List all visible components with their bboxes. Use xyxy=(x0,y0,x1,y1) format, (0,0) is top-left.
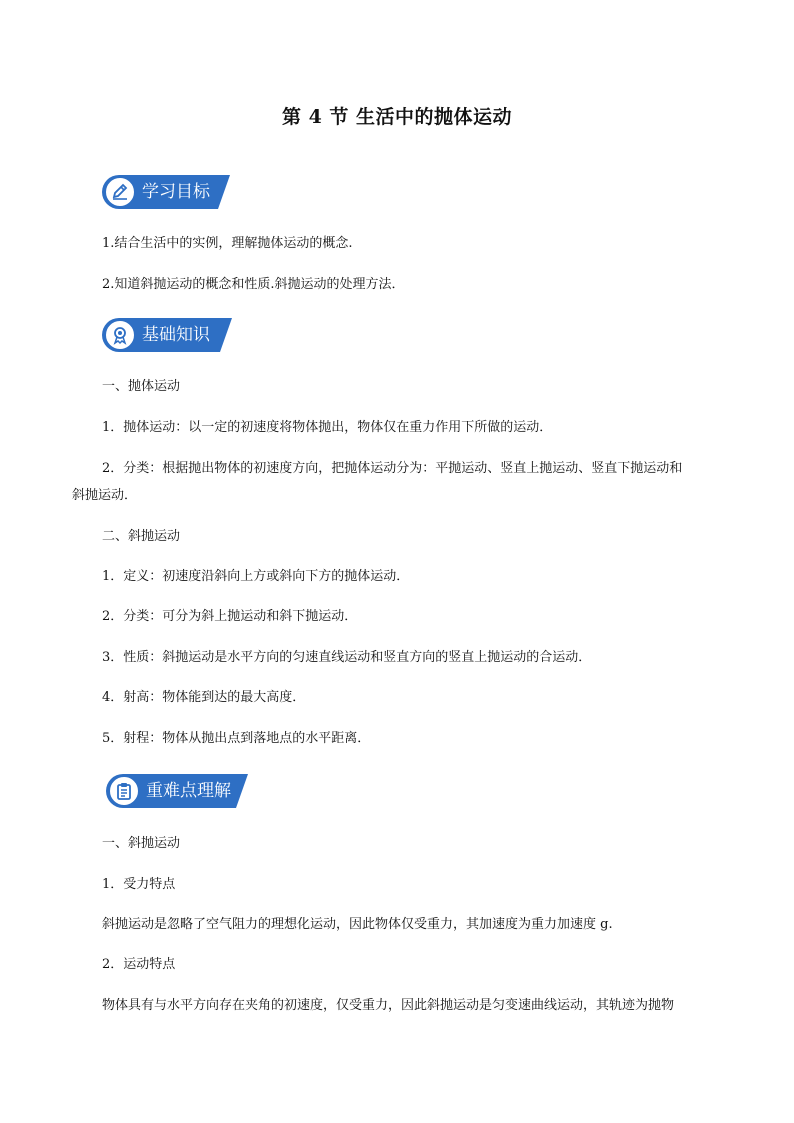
basics-heading-1: 一、抛体运动 xyxy=(102,379,181,394)
section-badge-basics xyxy=(102,318,232,352)
clipboard-icon xyxy=(108,775,140,807)
basics-p6: 4．射高：物体能到达的最大高度． xyxy=(102,690,306,705)
key-sub-2: 2．运动特点 xyxy=(102,957,176,972)
key-sub-1: 1．受力特点 xyxy=(102,877,176,892)
badge-label-basics: 基础知识 xyxy=(142,325,210,345)
basics-p7: 5．射程：物体从抛出点到落地点的水平距离． xyxy=(102,731,371,746)
section-badge-key-points xyxy=(106,774,248,808)
goal-item-1: 1.结合生活中的实例，理解抛体运动的概念. xyxy=(102,236,353,251)
award-ribbon-icon xyxy=(104,319,136,351)
goal-item-2: 2.知道斜抛运动的概念和性质.斜抛运动的处理方法． xyxy=(102,277,405,292)
basics-p5: 3．性质：斜抛运动是水平方向的匀速直线运动和竖直方向的竖直上抛运动的合运动． xyxy=(102,650,592,665)
basics-p1: 1．抛体运动：以一定的初速度将物体抛出，物体仅在重力作用下所做的运动． xyxy=(102,420,553,435)
section-badge-goals xyxy=(102,175,230,209)
key-heading-1: 一、斜抛运动 xyxy=(102,836,181,851)
pencil-icon xyxy=(104,176,136,208)
basics-p2-line2: 斜抛运动． xyxy=(72,488,138,503)
key-text-1: 斜抛运动是忽略了空气阻力的理想化运动，因此物体仅受重力，其加速度为重力加速度 g. xyxy=(102,917,613,932)
key-text-2: 物体具有与水平方向存在夹角的初速度，仅受重力，因此斜抛运动是匀变速曲线运动，其轨迹为抛物 xyxy=(102,998,675,1013)
page-title: 第 4 节 生活中的抛体运动 xyxy=(281,106,513,128)
badge-label-goals: 学习目标 xyxy=(142,182,210,202)
basics-p3: 1．定义：初速度沿斜向上方或斜向下方的抛体运动． xyxy=(102,569,410,584)
basics-p4: 2．分类：可分为斜上抛运动和斜下抛运动． xyxy=(102,609,358,624)
badge-label-key-points: 重难点理解 xyxy=(146,781,231,801)
basics-heading-2: 二、斜抛运动 xyxy=(102,529,181,544)
basics-p2-line1: 2．分类：根据抛出物体的初速度方向，把抛体运动分为：平抛运动、竖直上抛运动、竖直下抛运动和 xyxy=(102,461,683,476)
